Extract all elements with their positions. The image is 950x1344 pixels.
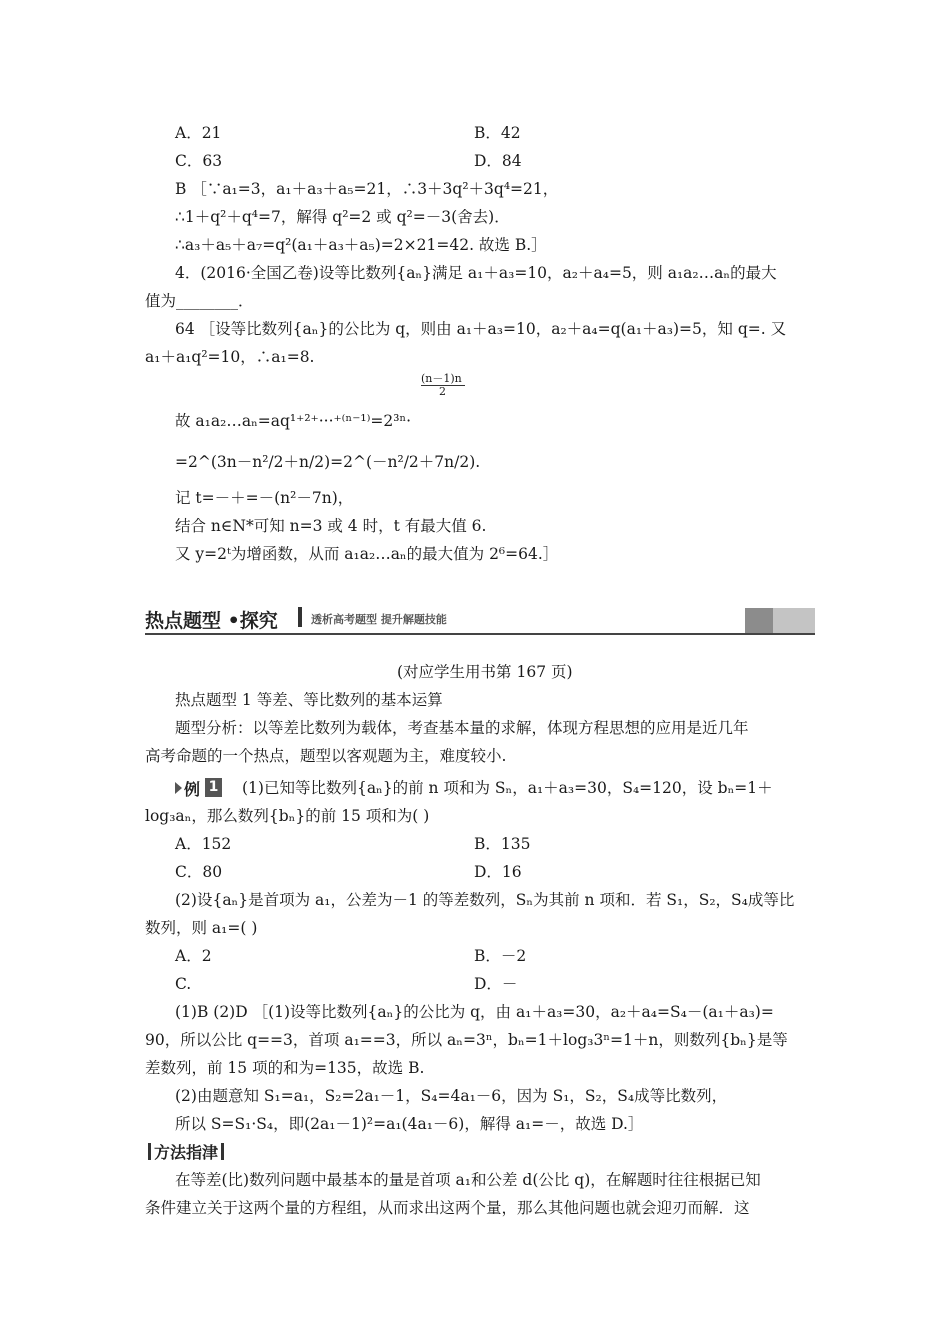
analysis-line-1: 题型分析：以等差比数列为载体，考查基本量的求解，体现方程思想的应用是近几年 xyxy=(175,719,749,737)
q3-option-c: C．63 xyxy=(175,152,223,170)
page-reference: (对应学生用书第 167 页) xyxy=(397,663,573,681)
q4-stem-line-1: 4．(2016·全国乙卷)设等比数列{aₙ}满足 a₁＋a₃=10，a₂＋a₄=5，则 a₁a₂…aₙ的最大 xyxy=(175,264,777,282)
topic-title: 热点题型 1 等差、等比数列的基本运算 xyxy=(175,691,443,709)
example-p1-line-1: (1)已知等比数列{aₙ}的前 n 项和为 Sₙ，a₁＋a₃=30，S₄=120，设 bₙ=1＋ xyxy=(242,779,773,797)
left-bar xyxy=(148,1143,151,1160)
header-light-block xyxy=(773,608,815,633)
q3-option-d: D．84 xyxy=(474,152,522,170)
q4-solution-line-4: =2^(3n－n²/2＋n/2)=2^(－n²/2＋7n/2). xyxy=(175,453,481,471)
q4-solution-line-2: a₁＋a₁q²=10，∴a₁=8. xyxy=(145,348,315,366)
example-p1-option-a: A．152 xyxy=(175,835,232,853)
method-text-line-1: 在等差(比)数列问题中最基本的量是首项 a₁和公差 d(公比 q)，在解题时往往根据已知 xyxy=(175,1171,761,1189)
example-p1-line-2: log₃aₙ，那么数列{bₙ}的前 15 项和为( ) xyxy=(145,807,430,825)
q3-solution-line-1: B ［∵a₁=3，a₁＋a₃＋a₅=21，∴3＋3q²＋3q⁴=21， xyxy=(175,180,559,198)
example-solution-line-5: 所以 S=S₁·S₄，即(2a₁－1)²=a₁(4a₁－6)，解得 a₁=－，故选 D.］ xyxy=(175,1115,644,1133)
q3-solution-line-3: ∴a₃＋a₅＋a₇=q²(a₁＋a₃＋a₅)=2×21=42. 故选 B.］ xyxy=(175,236,547,254)
section-title: 热点题型 •探究 xyxy=(145,610,278,632)
method-guide-title: 方法指津 xyxy=(154,1143,219,1162)
q3-solution-line-2: ∴1＋q²＋q⁴=7，解得 q²=2 或 q²=－3(舍去)． xyxy=(175,208,510,226)
analysis-line-2: 高考命题的一个热点，题型以客观题为主，难度较小. xyxy=(145,747,507,765)
section-header xyxy=(145,604,815,636)
example-number: 1 xyxy=(205,778,222,797)
example-badge xyxy=(175,777,222,799)
example-p2-line-1: (2)设{aₙ}是首项为 a₁，公差为－1 的等差数列，Sₙ为其前 n 项和．若 S₁，S₂，S₄成等比 xyxy=(175,891,795,909)
example-p2-option-d: D．－ xyxy=(474,975,518,993)
q4-solution-line-7: 又 y=2ᵗ为增函数，从而 a₁a₂…aₙ的最大值为 2⁶=64.］ xyxy=(175,545,559,563)
q4-solution-line-5: 记 t=－＋=－(n²－7n)， xyxy=(175,489,354,507)
q4-solution-line-1: 64 ［设等比数列{aₙ}的公比为 q，则由 a₁＋a₃=10，a₂＋a₄=q(a₁＋a₃)=5，知 q=. 又 xyxy=(175,320,787,338)
q4-fraction-numerator: (n－1)n xyxy=(421,372,462,385)
q4-fraction-denominator: 2 xyxy=(439,385,446,398)
example-solution-line-3: 差数列，前 15 项的和为=135，故选 B. xyxy=(145,1059,425,1077)
section-subtitle: 透析高考题型 提升解题技能 xyxy=(311,613,447,626)
q4-stem-line-2: 值为________． xyxy=(145,292,254,310)
header-rule xyxy=(145,633,815,635)
triangle-icon xyxy=(175,782,182,794)
q4-solution-line-3: 故 a₁a₂…aₙ=aq¹⁺²⁺···⁺⁽ⁿ⁻¹⁾=2³ⁿ· xyxy=(175,412,412,430)
right-bar xyxy=(221,1143,224,1160)
example-solution-line-4: (2)由题意知 S₁=a₁，S₂=2a₁－1，S₄=4a₁－6，因为 S₁，S₂，S₄成等比数列， xyxy=(175,1087,728,1105)
q3-option-b: B．42 xyxy=(474,124,521,142)
example-p1-option-c: C．80 xyxy=(175,863,223,881)
method-text-line-2: 条件建立关于这两个量的方程组，从而求出这两个量，那么其他问题也就会迎刃而解．这 xyxy=(145,1199,750,1217)
example-p1-option-b: B．135 xyxy=(474,835,531,853)
method-guide-heading xyxy=(145,1140,227,1162)
example-p2-option-a: A．2 xyxy=(175,947,212,965)
example-label: 例 xyxy=(184,780,201,799)
example-p1-option-d: D．16 xyxy=(474,863,522,881)
header-dark-block xyxy=(745,608,773,633)
example-solution-line-1: (1)B (2)D ［(1)设等比数列{aₙ}的公比为 q，由 a₁＋a₃=30，a₂＋a₄=S₄－(a₁＋a₃)= xyxy=(175,1003,774,1021)
section-divider-bar xyxy=(298,607,302,627)
q4-solution-line-6: 结合 n∈N*可知 n=3 或 4 时，t 有最大值 6. xyxy=(175,517,487,535)
example-p2-option-b: B．－2 xyxy=(474,947,527,965)
example-p2-line-2: 数列，则 a₁=( ) xyxy=(145,919,258,937)
q3-option-a: A．21 xyxy=(175,124,222,142)
example-solution-line-2: 90，所以公比 q==3，首项 a₁==3，所以 aₙ=3ⁿ，bₙ=1＋log₃3ⁿ=1＋n，则数列{bₙ}是等 xyxy=(145,1031,788,1049)
example-p2-option-c: C. xyxy=(175,975,192,993)
